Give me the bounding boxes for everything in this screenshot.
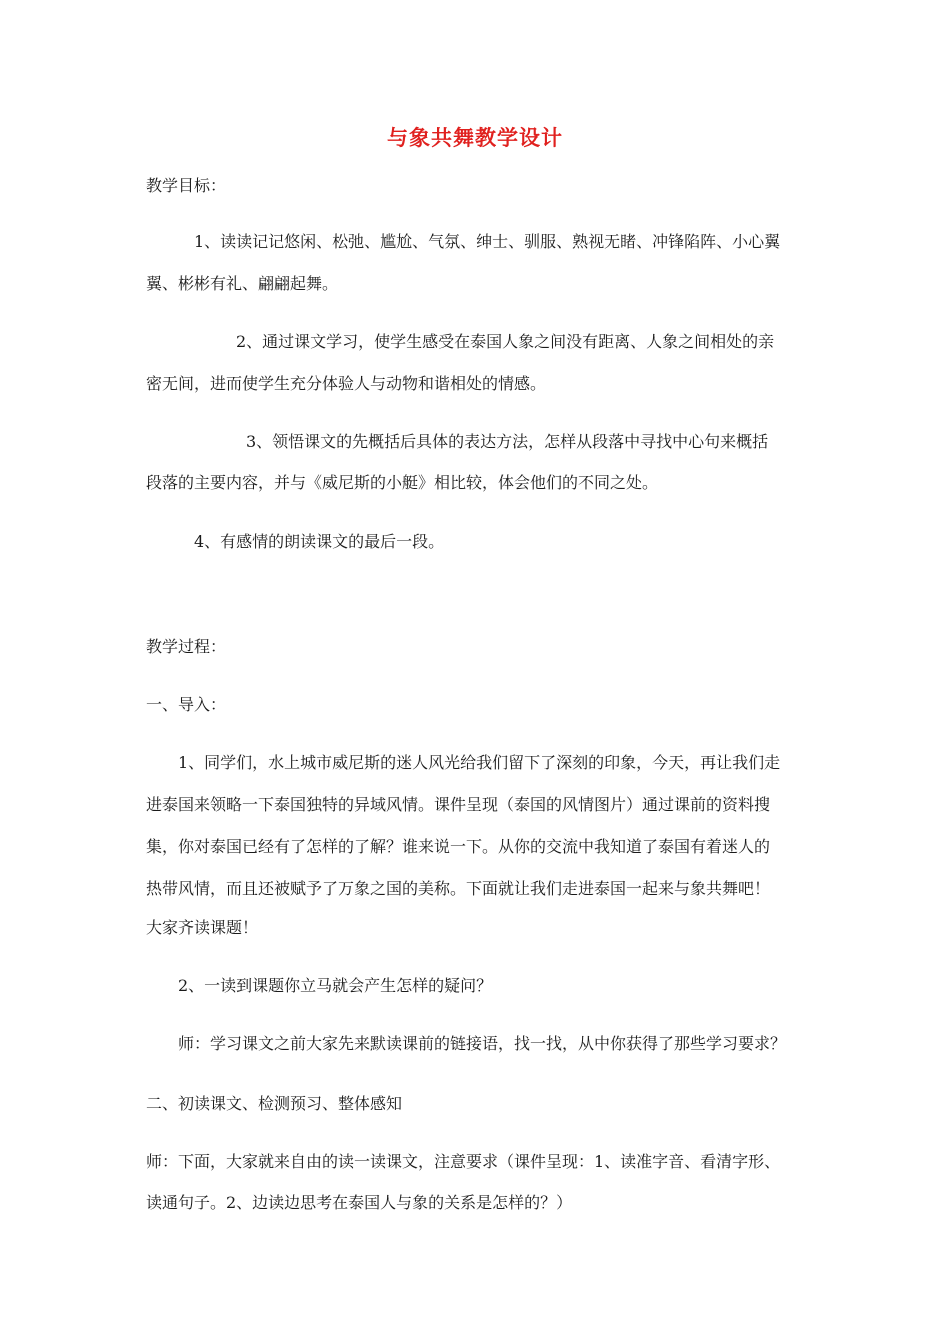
paragraph-1-line-3: 集，你对泰国已经有了怎样的了解？谁来说一下。从你的交流中我知道了泰国有着迷人的: [146, 837, 771, 856]
goal-1-line-1: 1、读读记记悠闲、松弛、尴尬、气氛、绅士、驯服、熟视无睹、冲锋陷阵、小心翼: [194, 232, 781, 251]
paragraph-2: 2、一读到课题你立马就会产生怎样的疑问？: [178, 976, 493, 995]
paragraph-1-line-1: 1、同学们，水上城市威尼斯的迷人风光给我们留下了深刻的印象，今天，再让我们走: [178, 753, 781, 772]
goal-1-line-2: 翼、彬彬有礼、翩翩起舞。: [146, 274, 339, 293]
goal-4: 4、有感情的朗读课文的最后一段。: [194, 532, 445, 551]
paragraph-4-line-2: 读通句子。2、边读边思考在泰国人与象的关系是怎样的？）: [146, 1193, 573, 1212]
paragraph-1-line-2: 进泰国来领略一下泰国独特的异域风情。课件呈现（泰国的风情图片）通过课前的资料搜: [146, 795, 771, 814]
goal-2-line-2: 密无间，进而使学生充分体验人与动物和谐相处的情感。: [146, 374, 547, 393]
goal-3-line-1: 3、领悟课文的先概括后具体的表达方法，怎样从段落中寻找中心句来概括: [246, 432, 769, 451]
paragraph-4-line-1: 师：下面，大家就来自由的读一读课文，注意要求（课件呈现：1、读准字音、看清字形、: [146, 1152, 781, 1171]
document-title: 与象共舞教学设计: [387, 126, 563, 150]
goals-heading: 教学目标：: [146, 176, 227, 195]
goal-3-line-2: 段落的主要内容，并与《威尼斯的小艇》相比较，体会他们的不同之处。: [146, 473, 659, 492]
process-heading: 教学过程：: [146, 637, 227, 656]
paragraph-1-line-5: 大家齐读课题！: [146, 918, 259, 937]
paragraph-1-line-4: 热带风情，而且还被赋予了万象之国的美称。下面就让我们走进泰国一起来与象共舞吧！: [146, 879, 771, 898]
section-1-heading: 一、导入：: [146, 695, 227, 714]
goal-2-line-1: 2、通过课文学习，使学生感受在泰国人象之间没有距离、人象之间相处的亲: [236, 332, 775, 351]
paragraph-3: 师：学习课文之前大家先来默读课前的链接语，找一找，从中你获得了那些学习要求？: [178, 1034, 787, 1053]
section-2-heading: 二、初读课文、检测预习、整体感知: [146, 1094, 403, 1113]
